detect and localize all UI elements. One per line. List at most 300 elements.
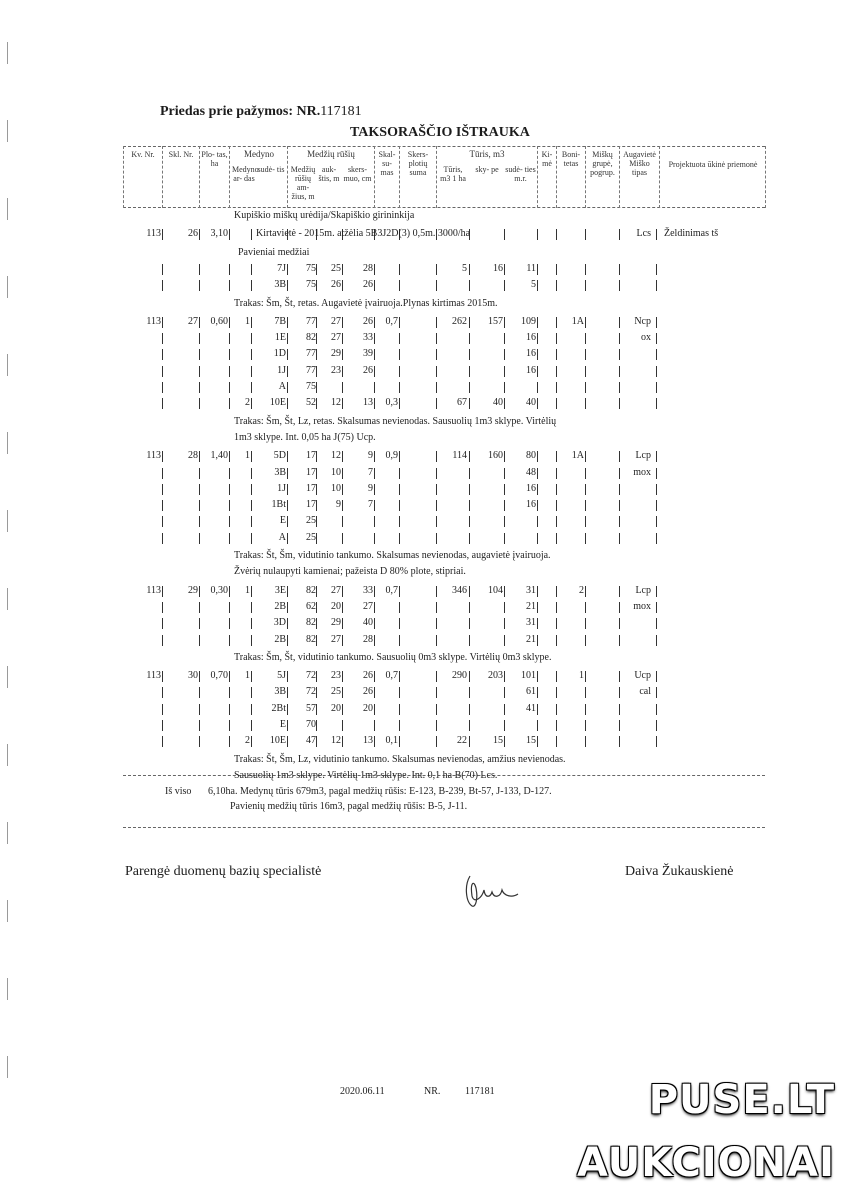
table-header-bottom — [123, 207, 765, 208]
cell-t1ha: 114 — [452, 450, 467, 462]
column-separator — [399, 736, 400, 747]
column-separator — [399, 468, 400, 479]
entry-note: Trakas: Št, Šm, Lz, vidutinio tankumo. Skalsumas nevienodas, amžius nevienodas. — [234, 753, 566, 765]
column-separator — [287, 280, 288, 291]
column-separator — [162, 687, 163, 698]
column-separator — [287, 602, 288, 613]
annex-title — [160, 104, 362, 120]
cell-bonitetas: 2 — [579, 584, 584, 596]
cell-aukstis: 20 — [331, 702, 341, 714]
column-separator — [656, 687, 657, 698]
column-separator — [399, 586, 400, 597]
totals-line2: Pavienių medžių tūris 16m3, pagal medžių rūšis: B-5, J-11. — [230, 801, 468, 812]
column-separator — [585, 516, 586, 527]
column-separator — [556, 229, 557, 240]
cell-skersmuo: 26 — [363, 315, 373, 327]
column-separator — [399, 451, 400, 462]
column-separator — [436, 484, 437, 495]
column-separator — [537, 451, 538, 462]
column-separator — [162, 264, 163, 275]
column-separator — [556, 382, 557, 393]
column-separator — [287, 618, 288, 629]
cell-sudetis: 2B — [274, 600, 286, 612]
column-separator — [287, 317, 288, 328]
column-separator — [287, 586, 288, 597]
column-separator — [656, 280, 657, 291]
entry-note: Trakas: Šm, Št, Lz, retas. Skalsumas nevienodas. Sausuolių 1m3 sklype. Virtėlių — [234, 415, 557, 427]
cell-tsklype: 157 — [488, 315, 503, 327]
column-separator — [162, 468, 163, 479]
column-separator — [656, 618, 657, 629]
col-skersplotis: Skers- plotių suma — [407, 150, 429, 177]
column-separator — [469, 720, 470, 731]
column-separator — [251, 398, 252, 409]
column-separator — [287, 500, 288, 511]
cell-amzius: 77 — [306, 348, 316, 360]
cell-amzius: 72 — [306, 670, 316, 682]
cell-aukstis: 12 — [331, 735, 341, 747]
column-separator — [199, 720, 200, 731]
column-separator — [251, 635, 252, 646]
entry-note: Sausuolių 1m3 sklype. Virtėlių 1m3 sklype. Int. 0,1 ha B(70) Lcs. — [234, 769, 498, 781]
column-separator — [436, 317, 437, 328]
column-separator — [537, 736, 538, 747]
cell-t1ha: 5 — [462, 262, 467, 274]
col-amzius: Medžių rūšių am- žius, m — [290, 165, 316, 201]
column-separator — [619, 736, 620, 747]
column-separator — [436, 687, 437, 698]
column-separator — [656, 635, 657, 646]
column-separator — [199, 366, 200, 377]
column-separator — [251, 720, 252, 731]
column-separator — [251, 602, 252, 613]
cell-kv: 113 — [146, 584, 161, 596]
cell-amzius: 82 — [306, 617, 316, 629]
column-separator — [469, 704, 470, 715]
column-separator — [556, 398, 557, 409]
column-separator — [162, 671, 163, 682]
column-separator — [287, 451, 288, 462]
column-separator — [399, 349, 400, 360]
column-separator — [656, 671, 657, 682]
column-separator — [287, 736, 288, 747]
column-separator — [619, 533, 620, 544]
column-separator — [229, 618, 230, 629]
col-group-medyno: Medyno — [244, 149, 274, 159]
column-separator — [162, 382, 163, 393]
cell-aukstis: 25 — [331, 686, 341, 698]
column-separator — [619, 333, 620, 344]
cell-kv: 113 — [146, 228, 161, 240]
cell-ardas: 1 — [245, 315, 250, 327]
column-separator — [656, 484, 657, 495]
cell-skl: 29 — [188, 584, 198, 596]
column-separator — [251, 382, 252, 393]
column-separator — [229, 533, 230, 544]
column-separator — [374, 280, 375, 291]
cell-amzius: 17 — [306, 482, 316, 494]
column-separator — [251, 618, 252, 629]
column-separator — [537, 720, 538, 731]
column-separator — [229, 333, 230, 344]
column-separator — [585, 382, 586, 393]
column-separator — [199, 382, 200, 393]
column-separator — [656, 500, 657, 511]
cell-amzius: 77 — [306, 315, 316, 327]
column-separator — [287, 687, 288, 698]
column-separator — [287, 468, 288, 479]
col-group-medziu-rusiu: Medžių rūšių — [307, 149, 355, 159]
cell-skalsumas: 0,7 — [385, 584, 398, 596]
cell-aukstis: 27 — [331, 633, 341, 645]
column-separator — [537, 671, 538, 682]
column-separator — [399, 366, 400, 377]
column-separator — [229, 468, 230, 479]
signature-graphic — [460, 868, 524, 917]
cell-aukstis: 10 — [331, 482, 341, 494]
column-separator — [374, 635, 375, 646]
column-separator — [374, 468, 375, 479]
column-separator — [585, 736, 586, 747]
entry-note: Trakas: Šm, Št, vidutinio tankumo. Sausuolių 0m3 sklype. Virtėlių 0m3 sklype. — [234, 651, 552, 663]
column-separator — [199, 704, 200, 715]
column-separator — [251, 317, 252, 328]
column-separator — [436, 500, 437, 511]
column-separator — [199, 484, 200, 495]
column-separator — [585, 280, 586, 291]
column-separator — [342, 382, 343, 393]
cell-skl: 28 — [188, 450, 198, 462]
column-separator — [287, 704, 288, 715]
column-separator — [619, 280, 620, 291]
cell-kv: 113 — [146, 315, 161, 327]
cell-tsklype: 40 — [493, 397, 503, 409]
col-ardas: Medyno ar- das — [232, 165, 259, 183]
cell-sudetis: E — [279, 515, 286, 527]
cell-amzius: 70 — [306, 719, 316, 730]
column-separator — [619, 468, 620, 479]
cell-aukstis: 27 — [331, 315, 341, 327]
cell-augaviete: Lcs — [636, 228, 651, 240]
column-separator — [251, 333, 252, 344]
column-separator — [162, 451, 163, 462]
cell-skersmuo: 26 — [363, 364, 373, 376]
column-separator — [556, 736, 557, 747]
column-separator — [229, 280, 230, 291]
column-separator — [436, 720, 437, 731]
column-separator — [436, 468, 437, 479]
column-separator — [537, 704, 538, 715]
column-separator — [436, 736, 437, 747]
column-separator — [251, 468, 252, 479]
column-separator — [251, 671, 252, 682]
cell-skersmuo: 13 — [363, 735, 373, 747]
table-bottom-border — [123, 827, 765, 828]
column-separator — [537, 229, 538, 240]
col-priemone: Projektuota ūkinė priemonė — [668, 160, 758, 169]
column-separator — [399, 398, 400, 409]
column-separator — [287, 366, 288, 377]
col-grupe: Miškų grupė, pogrup. — [590, 150, 615, 177]
column-separator — [537, 618, 538, 629]
column-separator — [399, 500, 400, 511]
column-separator — [199, 687, 200, 698]
column-separator — [162, 635, 163, 646]
column-separator — [619, 671, 620, 682]
signer-name: Daiva Žukauskienė — [625, 864, 734, 879]
column-separator — [342, 533, 343, 544]
col-turis-sklype: sky- pe — [475, 165, 499, 174]
column-separator — [537, 398, 538, 409]
cell-amzius: 57 — [306, 702, 316, 714]
column-separator — [399, 720, 400, 731]
cell-tsudeties: 5 — [531, 279, 536, 291]
column-separator — [585, 671, 586, 682]
column-separator — [162, 229, 163, 240]
cell-skersmuo: 26 — [363, 686, 373, 698]
cell-amzius: 72 — [306, 686, 316, 698]
column-separator — [656, 451, 657, 462]
column-separator — [229, 264, 230, 275]
footer-nr-value: 117181 — [465, 1086, 495, 1097]
cell-sudetis: 3D — [273, 617, 286, 629]
column-separator — [374, 687, 375, 698]
column-separator — [287, 349, 288, 360]
column-separator — [199, 468, 200, 479]
column-separator — [619, 500, 620, 511]
col-group-turis: Tūris, m3 — [469, 149, 505, 159]
column-separator — [537, 635, 538, 646]
cell-skersmuo: 39 — [363, 348, 373, 360]
column-separator — [436, 333, 437, 344]
column-separator — [469, 687, 470, 698]
cell-tsklype: 203 — [488, 670, 503, 682]
cell-aukstis: 27 — [331, 584, 341, 596]
column-separator — [656, 382, 657, 393]
column-separator — [556, 366, 557, 377]
column-separator — [374, 533, 375, 544]
cell-sudetis: 1Bt — [271, 499, 286, 511]
cell-skersmuo: 26 — [363, 670, 373, 682]
col-bonitetas: Boni- tetas — [561, 150, 581, 168]
cell-sudetis: E — [279, 719, 286, 730]
cell-bonitetas: 1A — [571, 315, 584, 327]
col-kime: Ki- mė — [541, 150, 553, 168]
column-separator — [374, 264, 375, 275]
cell-skalsumas: 0,7 — [385, 670, 398, 682]
cell-amzius: 77 — [306, 364, 316, 376]
column-separator — [619, 704, 620, 715]
column-separator — [556, 533, 557, 544]
column-separator — [656, 229, 657, 240]
column-separator — [199, 602, 200, 613]
cell-aukstis: 26 — [331, 279, 341, 291]
column-separator — [436, 516, 437, 527]
column-separator — [316, 533, 317, 544]
cell-sudetis: 1J — [277, 482, 286, 494]
column-separator — [199, 635, 200, 646]
column-separator — [537, 602, 538, 613]
column-separator — [537, 516, 538, 527]
column-separator — [399, 533, 400, 544]
column-separator — [162, 602, 163, 613]
column-separator — [287, 333, 288, 344]
column-separator — [585, 586, 586, 597]
cell-plotas: 0,30 — [210, 584, 228, 596]
cell-tsudeties: 40 — [526, 397, 536, 409]
cell-tsudeties: 15 — [526, 735, 536, 747]
cell-amzius: 52 — [306, 397, 316, 409]
column-separator — [585, 333, 586, 344]
cell-skl: 30 — [188, 670, 198, 682]
cell-aukstis: 12 — [331, 450, 341, 462]
column-separator — [374, 618, 375, 629]
cell-amzius: 82 — [306, 332, 316, 344]
column-separator — [251, 516, 252, 527]
entry-note: 1m3 sklype. Int. 0,05 ha J(75) Ucp. — [234, 431, 376, 443]
column-separator — [251, 366, 252, 377]
cell-skalsumas: 0,7 — [385, 315, 398, 327]
column-separator — [374, 602, 375, 613]
column-separator — [469, 484, 470, 495]
cell-skersmuo: 28 — [363, 262, 373, 274]
cell-sudetis: 1J — [277, 364, 286, 376]
column-separator — [374, 704, 375, 715]
cell-kv: 113 — [146, 450, 161, 462]
cell-tsudeties: 101 — [521, 670, 536, 682]
cell-tsudeties: 21 — [526, 600, 536, 612]
cell-augaviete: cal — [639, 686, 651, 698]
column-separator — [656, 333, 657, 344]
column-separator — [656, 586, 657, 597]
column-separator — [374, 484, 375, 495]
cell-amzius: 17 — [306, 499, 316, 511]
column-separator — [374, 382, 375, 393]
column-separator — [537, 382, 538, 393]
column-separator — [399, 382, 400, 393]
cell-aukstis: 29 — [331, 617, 341, 629]
cell-aukstis: 25 — [331, 262, 341, 274]
column-separator — [556, 704, 557, 715]
cell-plotas: 0,60 — [210, 315, 228, 327]
watermark-line2: AUKCIONAI — [577, 1140, 835, 1186]
column-separator — [585, 533, 586, 544]
cell-tsudeties: 48 — [526, 466, 536, 478]
column-separator — [287, 671, 288, 682]
column-separator — [251, 586, 252, 597]
column-separator — [436, 280, 437, 291]
cell-augaviete: Lcp — [635, 584, 651, 596]
column-separator — [162, 736, 163, 747]
col-turis-1ha: Tūris, m3 1 ha — [440, 165, 466, 183]
column-separator — [342, 516, 343, 527]
column-separator — [556, 635, 557, 646]
document-title: TAKSORAŠČIO IŠTRAUKA — [350, 125, 530, 140]
column-separator — [585, 264, 586, 275]
cell-sudetis: 2Bt — [271, 702, 286, 714]
column-separator — [619, 382, 620, 393]
cell-ardas: 1 — [245, 670, 250, 682]
column-separator — [619, 349, 620, 360]
column-separator — [436, 398, 437, 409]
column-separator — [251, 484, 252, 495]
column-separator — [619, 635, 620, 646]
column-separator — [251, 500, 252, 511]
totals-line1: 6,10ha. Medynų tūris 679m3, pagal medžių rūšis: E-123, B-239, Bt-57, J-133, D-127. — [208, 786, 552, 797]
column-separator — [537, 468, 538, 479]
col-turis-sudeties: sudė- ties m.r. — [505, 165, 536, 183]
cell-sudetis: 7B — [274, 315, 286, 327]
cell-augaviete: Ucp — [634, 670, 651, 682]
cell-plotas: 1,40 — [210, 450, 228, 462]
cell-sudetis: 3B — [274, 279, 286, 291]
column-separator — [436, 586, 437, 597]
cell-augaviete: mox — [633, 466, 651, 478]
column-separator — [342, 720, 343, 731]
column-separator — [619, 317, 620, 328]
column-separator — [619, 516, 620, 527]
column-separator — [374, 720, 375, 731]
column-separator — [537, 687, 538, 698]
column-separator — [656, 720, 657, 731]
cell-tsudeties: 16 — [526, 364, 536, 376]
column-separator — [251, 451, 252, 462]
column-separator — [656, 736, 657, 747]
watermark-line1: PUSE.LT — [648, 1077, 835, 1123]
cell-t1ha: 262 — [452, 315, 467, 327]
column-separator — [504, 382, 505, 393]
column-separator — [585, 349, 586, 360]
cell-augaviete: ox — [641, 332, 651, 344]
cell-bonitetas: 1 — [579, 670, 584, 682]
column-separator — [656, 366, 657, 377]
cell-skersmuo: 7 — [368, 499, 373, 511]
column-separator — [537, 264, 538, 275]
column-separator — [162, 317, 163, 328]
cell-tsudeties: 31 — [526, 584, 536, 596]
column-separator — [199, 500, 200, 511]
column-separator — [537, 333, 538, 344]
column-separator — [251, 736, 252, 747]
column-separator — [585, 618, 586, 629]
column-separator — [469, 333, 470, 344]
column-separator — [199, 516, 200, 527]
column-separator — [162, 366, 163, 377]
column-separator — [229, 635, 230, 646]
cell-tsudeties: 16 — [526, 348, 536, 360]
column-separator — [287, 533, 288, 544]
cell-plotas: 3,10 — [210, 228, 228, 240]
column-separator — [469, 602, 470, 613]
col-kv: Kv. Nr. — [131, 150, 155, 159]
column-separator — [316, 516, 317, 527]
column-separator — [537, 366, 538, 377]
column-separator — [199, 533, 200, 544]
cell-skersmuo: 20 — [363, 702, 373, 714]
column-separator — [556, 468, 557, 479]
column-separator — [585, 484, 586, 495]
column-separator — [287, 720, 288, 731]
column-separator — [251, 687, 252, 698]
column-separator — [199, 280, 200, 291]
column-separator — [229, 366, 230, 377]
column-separator — [374, 349, 375, 360]
cell-ardas: 1 — [245, 450, 250, 462]
column-separator — [656, 349, 657, 360]
cell-aukstis: 27 — [331, 332, 341, 344]
cell-kv: 113 — [146, 670, 161, 682]
column-separator — [316, 720, 317, 731]
